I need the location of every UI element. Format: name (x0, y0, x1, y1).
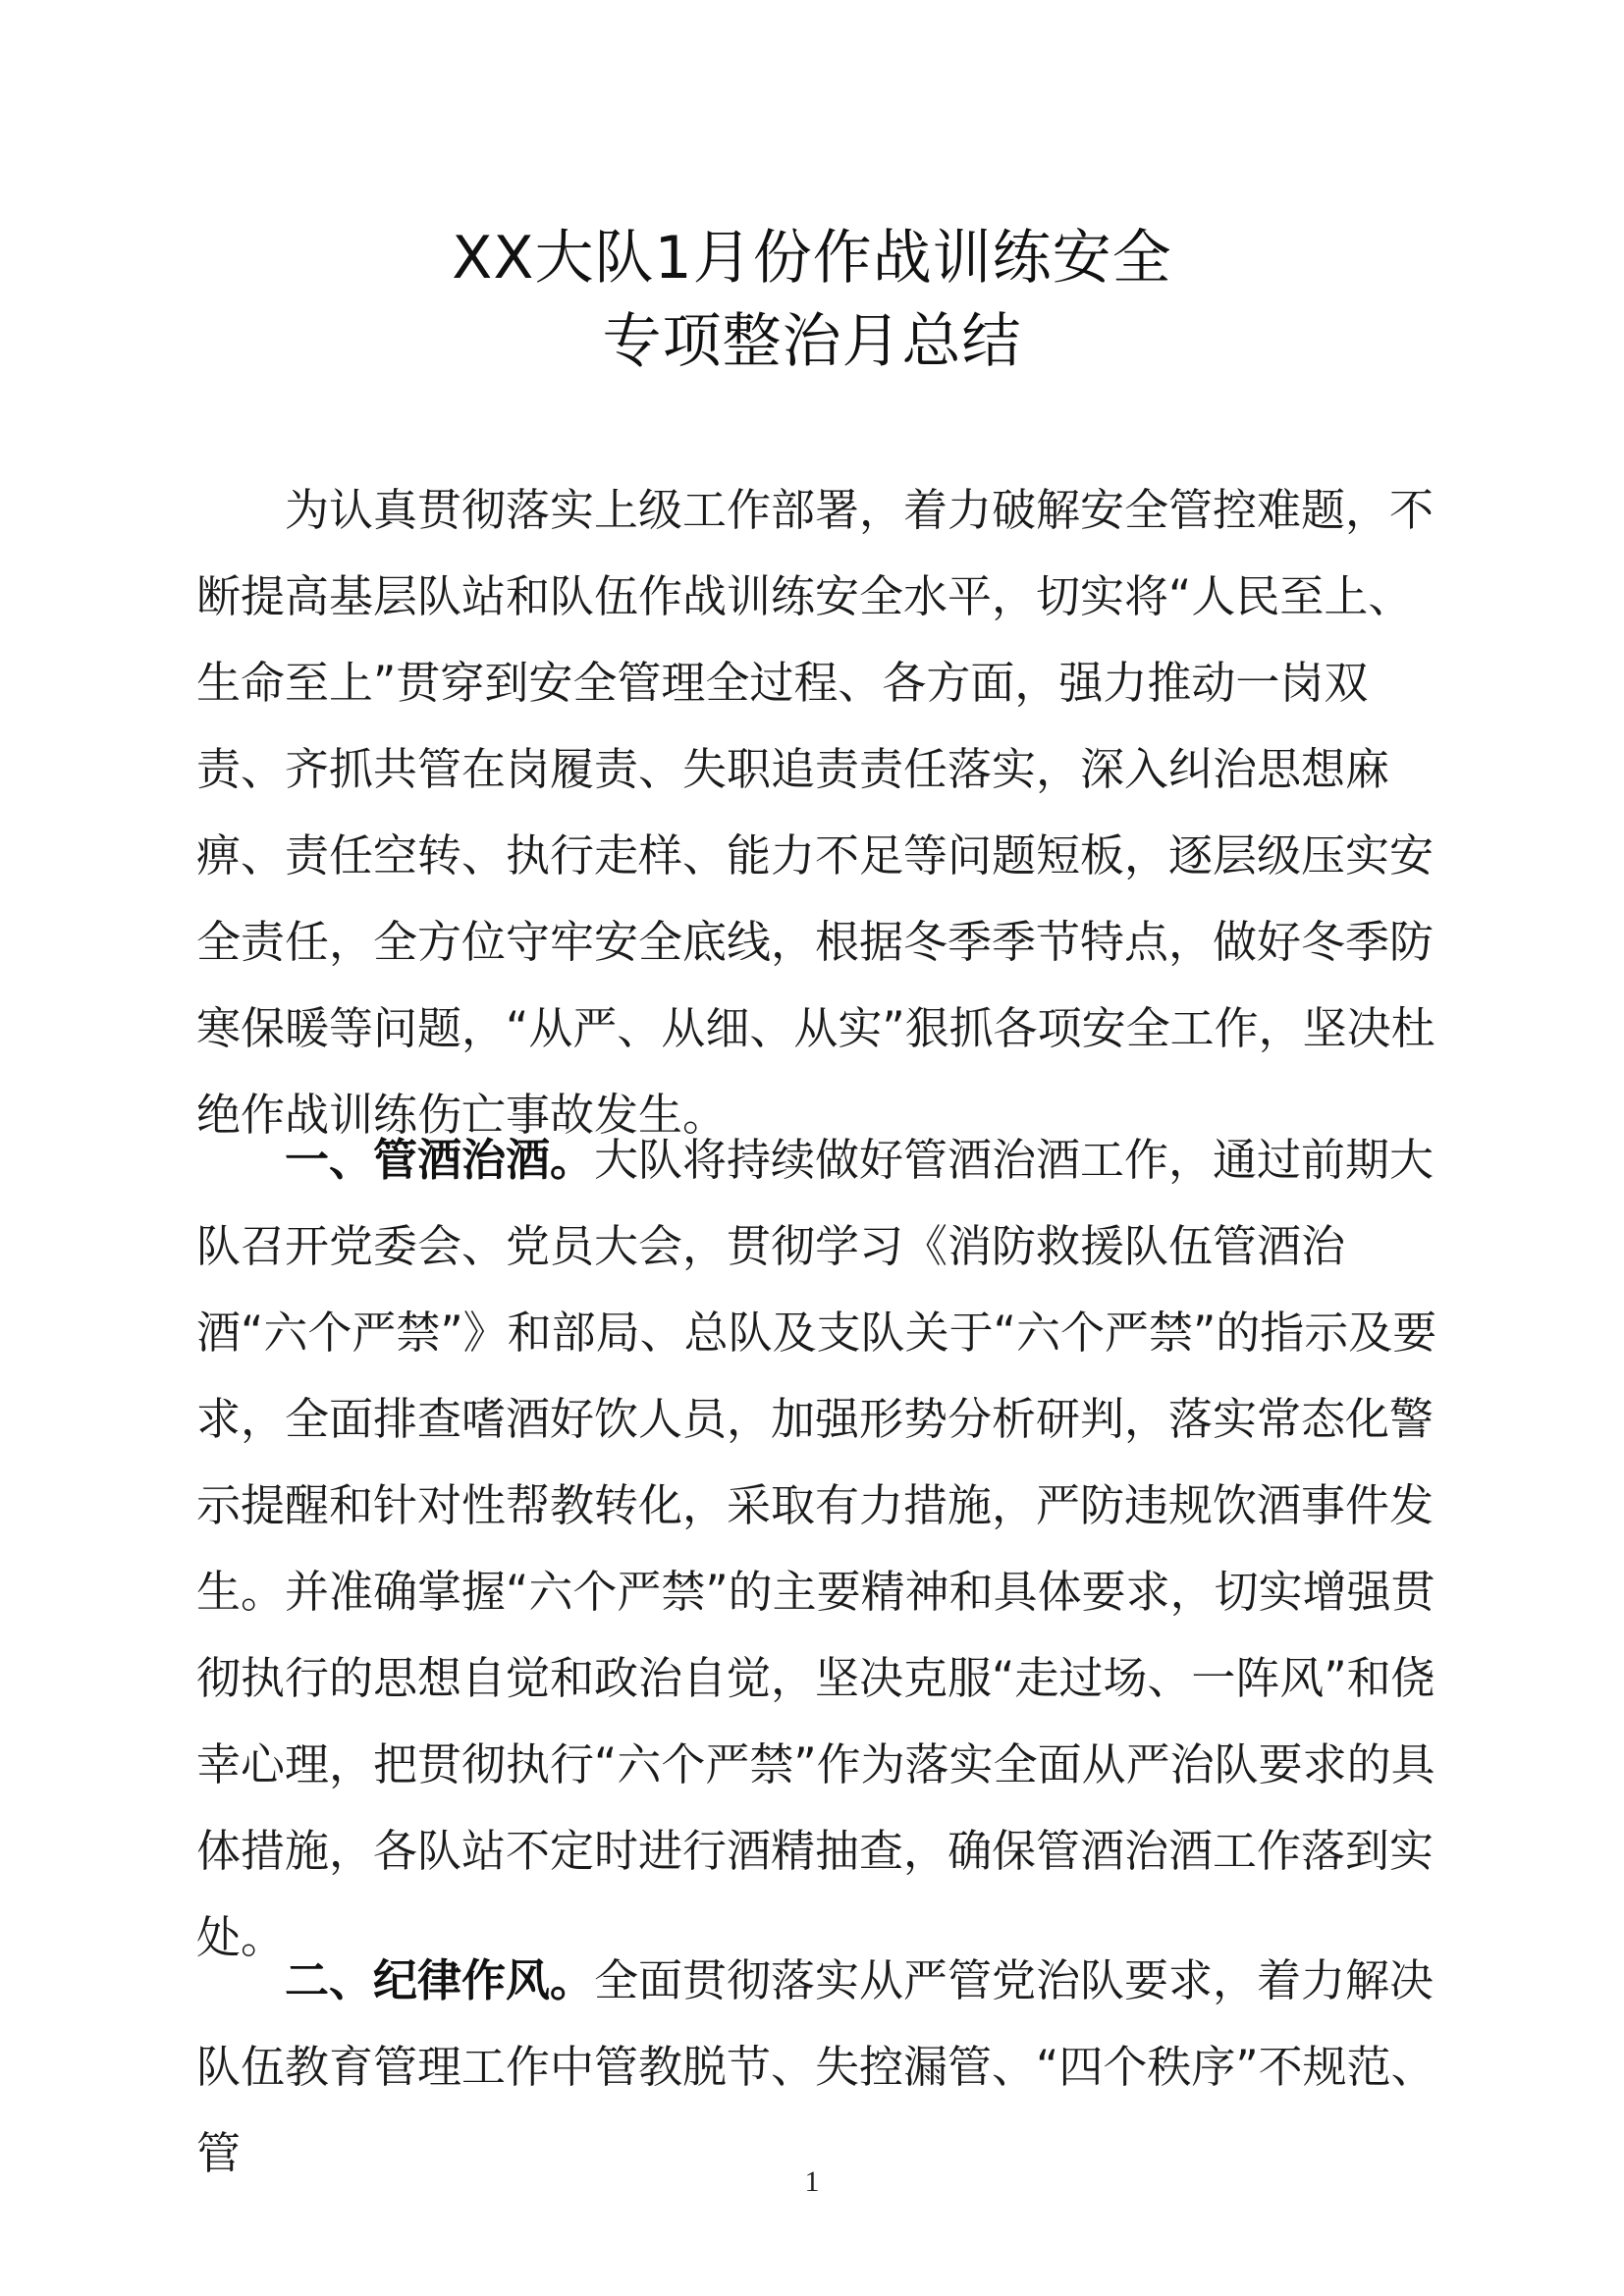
intro-paragraph-text: 为认真贯彻落实上级工作部署，着力破解安全管控难题，不断提高基层队站和队伍作战训练安全水平，切实将“人民至上、生命至上”贯穿到安全管理全过程、各方面，强力推动一岗双责、齐抓共管在岗履责、失职追责责任落实，深入纠治思想麻痹、责任空转、执行走样、能力不足等问题短板，逐层级压实安全责任，全方位守牢安全底线，根据冬季季节特点，做好冬季防寒保暖等问题，“从严、从细、从实”狠抓各项安全工作，坚决杜绝作战训练伤亡事故发生。 (196, 484, 1435, 1141)
document-title-line-2: 专项整治月总结 (602, 307, 1022, 376)
paragraph-text (196, 1117, 1441, 1981)
section-discipline (196, 1938, 1441, 2197)
paragraph-text (196, 467, 1441, 1158)
section-body-text: 全面贯彻落实从严管党治队要求，着力解决队伍教育管理工作中管教脱节、失控漏管、“四个秩序”不规范、管 (196, 1954, 1435, 2179)
section-body-text: 大队将持续做好管酒治酒工作，通过前期大队召开党委会、党员大会，贯彻学习《消防救援队伍管酒治酒“六个严禁”》和部局、总队及支队关于“六个严禁”的指示及要求，全面排查嗜酒好饮人员，加强形势分析研判，落实常态化警示提醒和针对性帮教转化，采取有力措施，严防违规饮酒事件发生。并准确掌握“六个严禁”的主要精神和具体要求，切实增强贯彻执行的思想自觉和政治自觉，坚决克服“走过场、一阵风”和侥幸心理，把贯彻执行“六个严禁”作为落实全面从严治队要求的具体措施，各队站不定时进行酒精抽查，确保管酒治酒工作落到实处。 (196, 1134, 1437, 1963)
intro-paragraph (196, 467, 1441, 1158)
page-number: 1 (804, 2165, 820, 2198)
paragraph-text (196, 1938, 1441, 2197)
section-heading: 二、纪律作风。 (285, 1954, 595, 2006)
section-heading: 一、管酒治酒。 (285, 1134, 595, 1186)
document-title-line-1: XX大队1月份作战训练安全 (452, 224, 1172, 293)
section-alcohol-control (196, 1117, 1441, 1981)
